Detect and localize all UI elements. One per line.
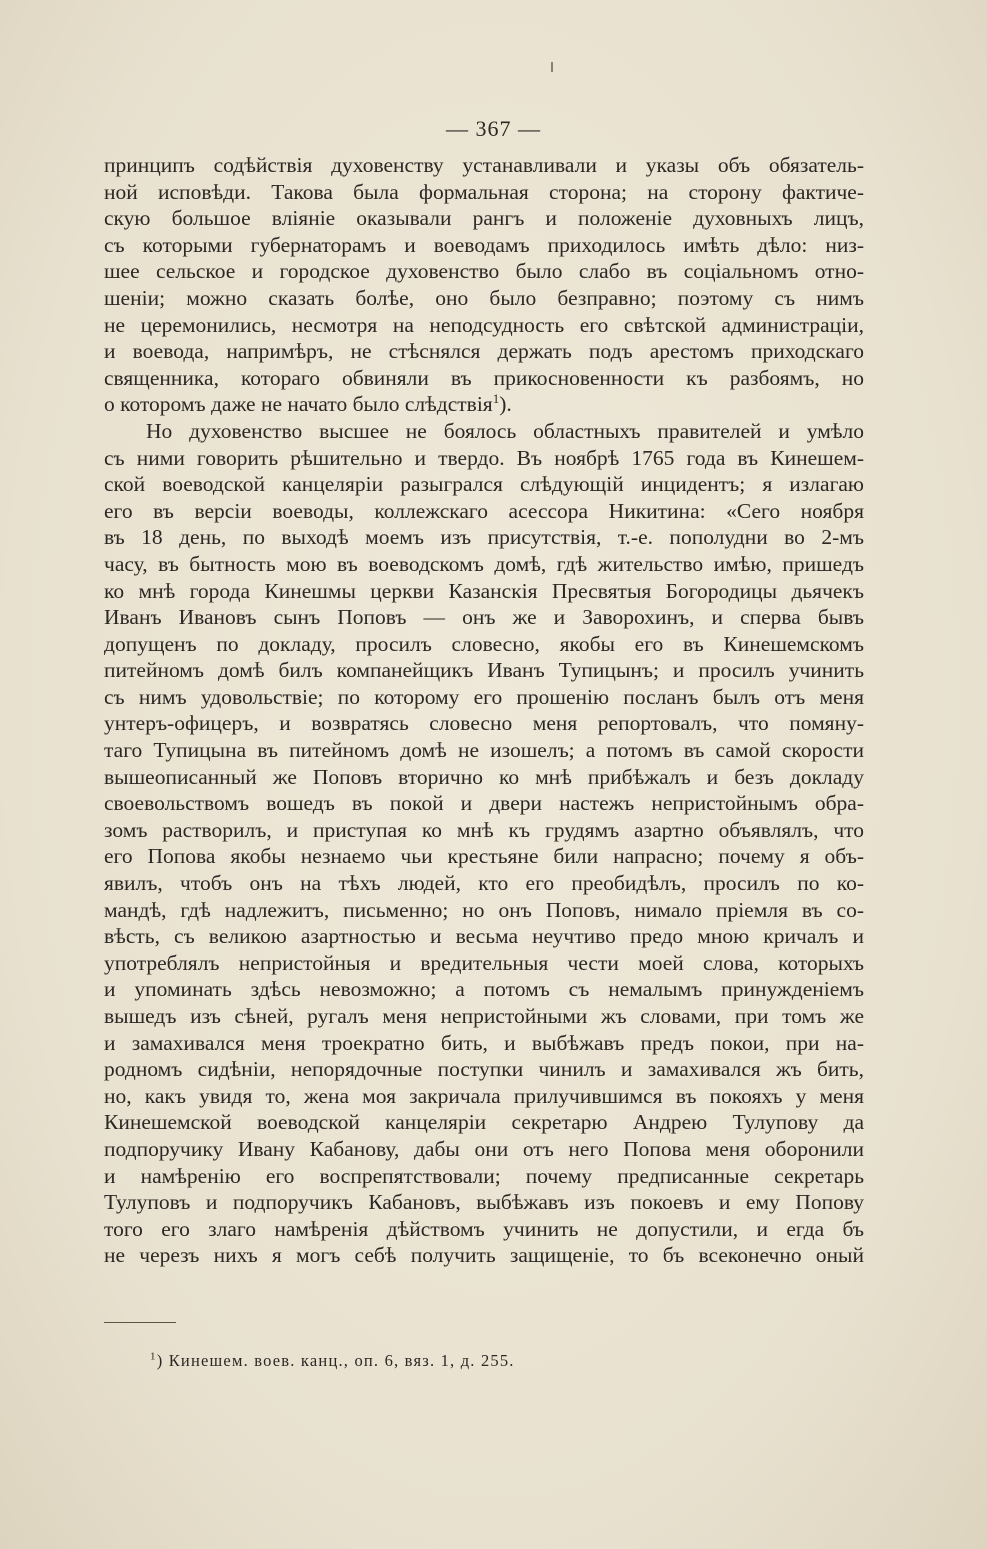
text-line: питейномъ домѣ билъ компанейщикъ Иванъ Тупицынъ; и просилъ учинить <box>104 658 864 683</box>
text-line: принципъ содѣйствія духовенству устанавливали и указы объ обязатель- <box>104 153 864 177</box>
text-line: Тулуповъ и подпоручикъ Кабановъ, выбѣжавъ изъ покоевъ и ему Попову <box>104 1190 864 1215</box>
text-line: допущенъ по докладу, просилъ словесно, якобы его въ Кинешемскомъ <box>104 631 864 656</box>
text-line: но, какъ увидя то, жена моя закричала прилучившимся въ покояхъ у меня <box>104 1083 864 1108</box>
text-line: священника, котораго обвиняли въ прикосновенности къ разбоямъ, но <box>104 365 864 390</box>
text-line: въ 18 день, по выходѣ моемъ изъ присутствія, т.-е. пополудни во 2-мъ <box>104 525 864 550</box>
text-line-last <box>104 391 864 418</box>
text-line: и замахивался меня троекратно бить, и выбѣжавъ предъ покои, при на- <box>104 1030 864 1055</box>
text-line: Но духовенство высшее не боялось областныхъ правителей и умѣло <box>146 418 864 443</box>
text-line: таго Тупицына въ питейномъ домѣ не изошелъ; а потомъ въ самой скорости <box>104 738 864 763</box>
text-line: съ которыми губернаторамъ и воеводамъ приходилось имѣть дѣло: низ- <box>104 232 864 257</box>
footnote <box>150 1351 515 1371</box>
text-line: шее сельское и городское духовенство было слабо въ соціальномъ отно- <box>104 259 864 284</box>
text-line: скую большое вліяніе оказывали рангъ и положеніе духовныхъ лицъ, <box>104 206 864 231</box>
text-line: не черезъ нихъ я могъ себѣ получить защищеніе, то бъ всеконечно оный <box>104 1243 864 1268</box>
text-line: Иванъ Ивановъ сынъ Поповъ — онъ же и Заворохинъ, и сперва бывъ <box>104 605 864 630</box>
text-line: подпоручику Ивану Кабанову, дабы они отъ него Попова меня оборонили <box>104 1136 864 1161</box>
text-line: часу, въ бытность мою въ воеводскомъ домѣ, гдѣ жительство имѣю, пришедъ <box>104 551 864 576</box>
text-line: употреблялъ непристойныя и вредительныя чести моей слова, которыхъ <box>104 950 864 975</box>
footnote-text: ) Кинешем. воев. канц., оп. 6, вяз. 1, д. 255. <box>156 1351 515 1370</box>
text-line: его Попова якобы незнаемо чьи крестьяне били напрасно; почему я объ- <box>104 844 864 869</box>
text-line: шеніи; можно сказать болѣе, оно было безправно; поэтому съ нимъ <box>104 285 864 310</box>
footnote-marker: 1 <box>150 1350 157 1363</box>
page-mark <box>551 62 553 72</box>
footnote-separator <box>104 1322 176 1323</box>
text-fragment: ). <box>499 392 512 417</box>
text-line: явилъ, чтобъ онъ на тѣхъ людей, кто его преобидѣлъ, просилъ по ко- <box>104 871 864 896</box>
text-line: вышеописанный же Поповъ вторично ко мнѣ прибѣжалъ и безъ докладу <box>104 764 864 789</box>
text-line: его въ версіи воеводы, коллежскаго асессора Никитина: «Сего ноября <box>104 498 864 523</box>
text-line: ской воеводской канцеляріи разыгрался слѣдующій инцидентъ; я излагаю <box>104 472 864 497</box>
text-fragment: о которомъ даже не начато было слѣдствія <box>104 392 493 417</box>
text-line: и упоминать здѣсь невозможно; а потомъ съ немалымъ принужденіемъ <box>104 977 864 1002</box>
text-line: Кинешемской воеводской канцеляріи секретарю Андрею Тулупову да <box>104 1110 864 1135</box>
text-line: зомъ растворилъ, и приступая ко мнѣ къ грудямъ азартно объявлялъ, что <box>104 817 864 842</box>
body-text <box>104 152 864 1269</box>
page-number: — 367 — <box>446 116 541 141</box>
text-line: съ ними говорить рѣшительно и твердо. Въ ноябрѣ 1765 года въ Кинешем- <box>104 445 864 470</box>
paragraph-1 <box>104 152 864 418</box>
text-line: своевольствомъ вошедъ въ покой и двери настежъ непристойнымъ обра- <box>104 791 864 816</box>
text-line: съ нимъ удовольствіе; по которому его прошенію посланъ былъ отъ меня <box>104 684 864 709</box>
text-line: вышедъ изъ сѣней, ругалъ меня непристойными жъ словами, при томъ же <box>104 1004 864 1028</box>
text-line: и воевода, напримѣръ, не стѣснялся держать подъ арестомъ приходскаго <box>104 339 864 364</box>
text-line: унтеръ-офицеръ, и возвратясь словесно меня репортовалъ, что помяну- <box>104 711 864 736</box>
text-line: родномъ сидѣніи, непорядочные поступки чинилъ и замахивался жъ бить, <box>104 1057 864 1082</box>
text-line: вѣсть, съ великою азартностью и весьма неучтиво предо мною кричалъ и <box>104 924 864 949</box>
text-line: не церемонились, несмотря на неподсудность его свѣтской администраціи, <box>104 312 864 337</box>
footnote-reference[interactable]: 1 <box>492 391 500 407</box>
text-line: мандѣ, гдѣ надлежитъ, письменно; но онъ Поповъ, нимало пріемля въ со- <box>104 897 864 922</box>
text-line: ной исповѣди. Такова была формальная сторона; на сторону фактиче- <box>104 179 864 204</box>
text-line: и намѣренію его воспрепятствовали; почему предписанные секретарь <box>104 1163 864 1188</box>
text-line: того его злаго намѣренія дѣйствомъ учинить не допустили, и егда бъ <box>104 1216 864 1241</box>
text-line: ко мнѣ города Кинешмы церкви Казанскія Пресвятыя Богородицы дьячекъ <box>104 578 864 603</box>
paragraph-2 <box>104 418 864 1269</box>
